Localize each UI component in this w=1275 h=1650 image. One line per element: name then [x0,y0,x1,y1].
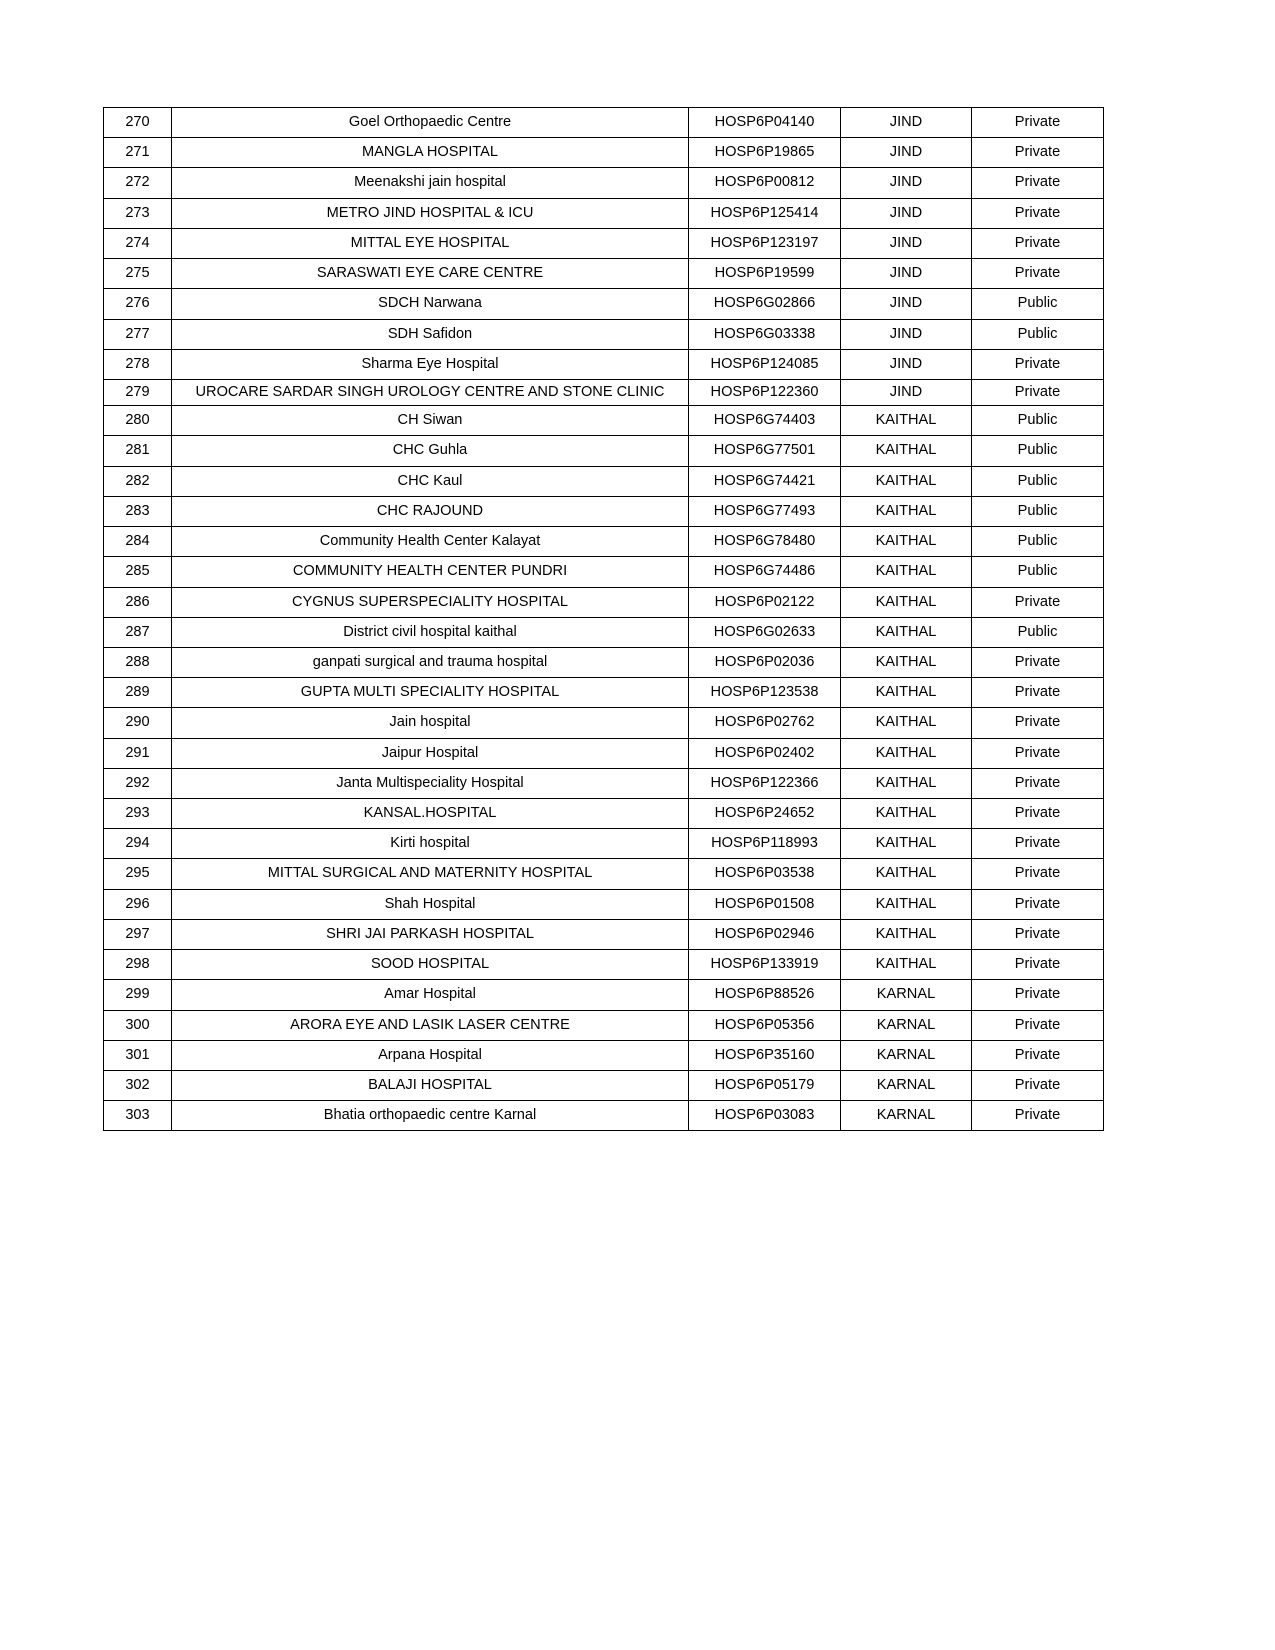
row-serial-number: 303 [104,1101,172,1131]
row-hospital-code: HOSP6P122360 [689,379,841,405]
row-hospital-name: Jain hospital [172,708,689,738]
row-district: JIND [841,349,972,379]
row-hospital-code: HOSP6G77501 [689,436,841,466]
row-district: KAITHAL [841,617,972,647]
row-hospital-type: Private [972,198,1104,228]
row-hospital-type: Private [972,138,1104,168]
row-hospital-code: HOSP6G02633 [689,617,841,647]
row-hospital-code: HOSP6P122366 [689,768,841,798]
row-hospital-name: Amar Hospital [172,980,689,1010]
row-hospital-type: Private [972,859,1104,889]
row-district: KAITHAL [841,889,972,919]
row-serial-number: 271 [104,138,172,168]
table-row [104,889,1104,919]
row-serial-number: 279 [104,379,172,405]
row-district: KARNAL [841,1010,972,1040]
table-row [104,708,1104,738]
row-hospital-name: Jaipur Hospital [172,738,689,768]
row-hospital-name: CHC RAJOUND [172,496,689,526]
row-serial-number: 294 [104,829,172,859]
table-row [104,859,1104,889]
row-serial-number: 292 [104,768,172,798]
table-row [104,259,1104,289]
table-row [104,678,1104,708]
row-serial-number: 297 [104,919,172,949]
row-district: JIND [841,259,972,289]
row-district: JIND [841,138,972,168]
row-serial-number: 283 [104,496,172,526]
row-serial-number: 285 [104,557,172,587]
row-hospital-code: HOSP6P124085 [689,349,841,379]
table-row [104,406,1104,436]
table-row [104,768,1104,798]
row-serial-number: 287 [104,617,172,647]
row-district: KAITHAL [841,950,972,980]
row-serial-number: 295 [104,859,172,889]
table-row [104,168,1104,198]
row-serial-number: 298 [104,950,172,980]
row-hospital-type: Private [972,228,1104,258]
row-serial-number: 270 [104,108,172,138]
row-hospital-code: HOSP6G02866 [689,289,841,319]
table-row [104,138,1104,168]
row-district: KAITHAL [841,799,972,829]
row-serial-number: 300 [104,1010,172,1040]
row-hospital-code: HOSP6P02036 [689,647,841,677]
row-serial-number: 276 [104,289,172,319]
row-hospital-type: Public [972,496,1104,526]
row-hospital-name: COMMUNITY HEALTH CENTER PUNDRI [172,557,689,587]
row-hospital-name: UROCARE SARDAR SINGH UROLOGY CENTRE AND STONE CLINIC [172,379,689,405]
row-hospital-name: SDCH Narwana [172,289,689,319]
row-hospital-code: HOSP6P133919 [689,950,841,980]
hospital-table-container [103,107,1103,1131]
row-hospital-code: HOSP6G78480 [689,527,841,557]
row-serial-number: 288 [104,647,172,677]
table-row [104,1071,1104,1101]
row-hospital-name: MITTAL EYE HOSPITAL [172,228,689,258]
row-hospital-code: HOSP6P03083 [689,1101,841,1131]
row-district: KAITHAL [841,768,972,798]
row-hospital-type: Public [972,557,1104,587]
row-hospital-code: HOSP6P88526 [689,980,841,1010]
row-district: JIND [841,379,972,405]
row-district: KARNAL [841,1040,972,1070]
table-row [104,198,1104,228]
row-serial-number: 289 [104,678,172,708]
row-hospital-name: GUPTA MULTI SPECIALITY HOSPITAL [172,678,689,708]
row-district: JIND [841,108,972,138]
table-row [104,228,1104,258]
row-hospital-type: Public [972,436,1104,466]
table-row [104,108,1104,138]
row-hospital-name: BALAJI HOSPITAL [172,1071,689,1101]
row-hospital-type: Public [972,617,1104,647]
row-hospital-code: HOSP6P123538 [689,678,841,708]
row-hospital-code: HOSP6P02762 [689,708,841,738]
row-hospital-code: HOSP6P35160 [689,1040,841,1070]
row-hospital-name: ganpati surgical and trauma hospital [172,647,689,677]
row-hospital-code: HOSP6P02946 [689,919,841,949]
row-hospital-type: Private [972,1071,1104,1101]
row-hospital-code: HOSP6P00812 [689,168,841,198]
row-hospital-type: Private [972,1010,1104,1040]
table-row [104,1040,1104,1070]
row-serial-number: 273 [104,198,172,228]
row-district: KAITHAL [841,587,972,617]
table-row [104,349,1104,379]
row-hospital-type: Public [972,466,1104,496]
row-district: KARNAL [841,980,972,1010]
row-hospital-type: Private [972,678,1104,708]
row-district: KAITHAL [841,738,972,768]
row-district: KAITHAL [841,919,972,949]
table-row [104,496,1104,526]
row-hospital-type: Private [972,647,1104,677]
table-row [104,1101,1104,1131]
row-district: JIND [841,198,972,228]
table-row [104,379,1104,405]
row-hospital-code: HOSP6P118993 [689,829,841,859]
hospital-table [103,107,1104,1131]
row-hospital-name: Goel Orthopaedic Centre [172,108,689,138]
row-hospital-type: Private [972,1040,1104,1070]
row-hospital-name: CH Siwan [172,406,689,436]
row-hospital-name: Arpana Hospital [172,1040,689,1070]
row-hospital-type: Private [972,349,1104,379]
row-serial-number: 274 [104,228,172,258]
row-hospital-code: HOSP6P125414 [689,198,841,228]
row-district: KAITHAL [841,708,972,738]
row-serial-number: 278 [104,349,172,379]
row-hospital-type: Private [972,168,1104,198]
hospital-table-body [104,108,1104,1131]
row-hospital-name: MITTAL SURGICAL AND MATERNITY HOSPITAL [172,859,689,889]
row-hospital-code: HOSP6P01508 [689,889,841,919]
row-hospital-name: SHRI JAI PARKASH HOSPITAL [172,919,689,949]
table-row [104,289,1104,319]
table-row [104,466,1104,496]
row-hospital-type: Public [972,319,1104,349]
row-serial-number: 284 [104,527,172,557]
row-hospital-type: Public [972,289,1104,319]
row-district: JIND [841,319,972,349]
row-hospital-name: CHC Kaul [172,466,689,496]
row-hospital-code: HOSP6G77493 [689,496,841,526]
row-hospital-type: Public [972,527,1104,557]
row-hospital-code: HOSP6P05179 [689,1071,841,1101]
row-district: KAITHAL [841,406,972,436]
row-hospital-type: Private [972,980,1104,1010]
table-row [104,557,1104,587]
row-district: JIND [841,289,972,319]
table-row [104,980,1104,1010]
row-district: KAITHAL [841,647,972,677]
table-row [104,799,1104,829]
table-row [104,436,1104,466]
row-hospital-type: Private [972,768,1104,798]
row-hospital-type: Public [972,406,1104,436]
table-row [104,950,1104,980]
row-hospital-type: Private [972,379,1104,405]
table-row [104,617,1104,647]
row-serial-number: 277 [104,319,172,349]
row-hospital-name: CYGNUS SUPERSPECIALITY HOSPITAL [172,587,689,617]
row-district: KAITHAL [841,557,972,587]
row-district: KAITHAL [841,496,972,526]
row-hospital-type: Private [972,1101,1104,1131]
row-hospital-name: Kirti hospital [172,829,689,859]
row-hospital-code: HOSP6P05356 [689,1010,841,1040]
row-district: KAITHAL [841,829,972,859]
row-serial-number: 282 [104,466,172,496]
row-hospital-type: Private [972,919,1104,949]
row-hospital-name: Shah Hospital [172,889,689,919]
table-row [104,647,1104,677]
row-serial-number: 281 [104,436,172,466]
row-hospital-code: HOSP6G74486 [689,557,841,587]
row-hospital-code: HOSP6P02402 [689,738,841,768]
row-hospital-name: SDH Safidon [172,319,689,349]
row-hospital-code: HOSP6P24652 [689,799,841,829]
row-hospital-code: HOSP6P03538 [689,859,841,889]
row-district: KARNAL [841,1101,972,1131]
row-serial-number: 299 [104,980,172,1010]
row-hospital-name: District civil hospital kaithal [172,617,689,647]
row-hospital-code: HOSP6G74421 [689,466,841,496]
table-row [104,829,1104,859]
row-serial-number: 272 [104,168,172,198]
row-district: JIND [841,228,972,258]
row-hospital-code: HOSP6P123197 [689,228,841,258]
row-serial-number: 290 [104,708,172,738]
row-serial-number: 296 [104,889,172,919]
row-hospital-name: SARASWATI EYE CARE CENTRE [172,259,689,289]
row-serial-number: 275 [104,259,172,289]
row-hospital-code: HOSP6P19865 [689,138,841,168]
row-district: KAITHAL [841,859,972,889]
row-hospital-type: Private [972,799,1104,829]
row-district: KAITHAL [841,678,972,708]
row-hospital-type: Private [972,889,1104,919]
row-serial-number: 280 [104,406,172,436]
row-hospital-name: Janta Multispeciality Hospital [172,768,689,798]
row-hospital-type: Private [972,829,1104,859]
row-district: KAITHAL [841,466,972,496]
table-row [104,738,1104,768]
row-hospital-type: Private [972,950,1104,980]
row-serial-number: 301 [104,1040,172,1070]
row-hospital-name: KANSAL.HOSPITAL [172,799,689,829]
table-row [104,919,1104,949]
row-hospital-name: METRO JIND HOSPITAL & ICU [172,198,689,228]
row-serial-number: 293 [104,799,172,829]
row-hospital-type: Private [972,738,1104,768]
table-row [104,527,1104,557]
row-hospital-type: Private [972,708,1104,738]
table-row [104,1010,1104,1040]
table-row [104,587,1104,617]
row-hospital-type: Private [972,587,1104,617]
table-row [104,319,1104,349]
row-district: KARNAL [841,1071,972,1101]
row-district: KAITHAL [841,527,972,557]
row-serial-number: 291 [104,738,172,768]
row-hospital-name: Meenakshi jain hospital [172,168,689,198]
row-hospital-code: HOSP6P19599 [689,259,841,289]
row-hospital-type: Private [972,259,1104,289]
row-hospital-name: Sharma Eye Hospital [172,349,689,379]
row-serial-number: 302 [104,1071,172,1101]
row-hospital-type: Private [972,108,1104,138]
row-hospital-name: MANGLA HOSPITAL [172,138,689,168]
row-district: KAITHAL [841,436,972,466]
row-hospital-name: Community Health Center Kalayat [172,527,689,557]
row-hospital-name: SOOD HOSPITAL [172,950,689,980]
row-hospital-code: HOSP6G74403 [689,406,841,436]
row-hospital-code: HOSP6G03338 [689,319,841,349]
row-hospital-code: HOSP6P04140 [689,108,841,138]
row-hospital-name: Bhatia orthopaedic centre Karnal [172,1101,689,1131]
row-district: JIND [841,168,972,198]
row-serial-number: 286 [104,587,172,617]
row-hospital-name: ARORA EYE AND LASIK LASER CENTRE [172,1010,689,1040]
row-hospital-code: HOSP6P02122 [689,587,841,617]
row-hospital-name: CHC Guhla [172,436,689,466]
